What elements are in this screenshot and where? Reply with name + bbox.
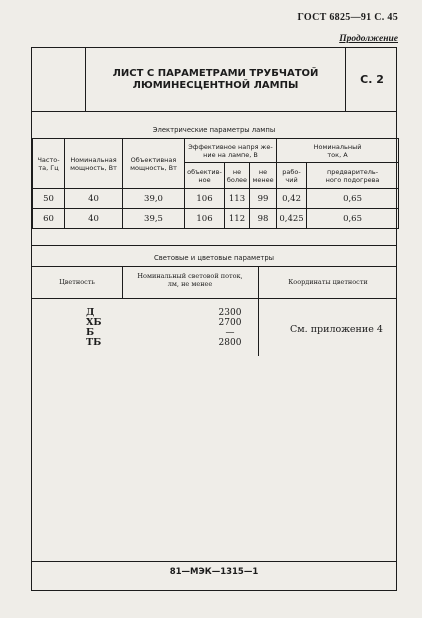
continuation-label: Продолжение — [339, 34, 398, 44]
cell-i-work: 0,425 — [277, 209, 307, 229]
col-coords: Координаты цветности — [288, 278, 368, 286]
sheet-title: ЛИСТ С ПАРАМЕТРАМИ ТРУБЧАТОЙ ЛЮМИНЕСЦЕНТНОЙ ЛАМПЫ — [112, 67, 319, 91]
cell-objective: 39,0 — [123, 189, 185, 209]
cell-frequency: 50 — [33, 189, 65, 209]
col-voltage-min: не менее — [250, 163, 277, 189]
col-nominal-power: Номинальная мощность, Вт — [65, 139, 123, 189]
col-voltage-objective: объектив- ное — [185, 163, 225, 189]
col-current-working: рабо- чий — [277, 163, 307, 189]
cell-v-min: 98 — [250, 209, 277, 229]
see-appendix: См. приложение 4 — [290, 324, 383, 335]
cell-i-pre: 0,65 — [307, 189, 399, 209]
table-row — [33, 189, 399, 209]
divider — [32, 561, 396, 562]
electrical-caption: Электрические параметры лампы — [152, 126, 276, 134]
divider — [32, 298, 396, 299]
title-block — [32, 48, 396, 112]
flux-value-list: 2300 2700 — 2800 — [218, 308, 242, 348]
col-voltage: Эффективное напря же- ние на лампе, В — [185, 139, 277, 163]
col-voltage-max: не более — [225, 163, 250, 189]
document-footer: 81—МЭК—1315—1 — [169, 567, 259, 577]
title-left-cell — [32, 48, 86, 111]
col-color: Цветность — [59, 278, 95, 286]
col-flux: Номинальный световой поток, лм, не менее — [137, 272, 243, 288]
title-cell — [86, 48, 346, 111]
cell-nominal: 40 — [65, 189, 123, 209]
lamp-color-list: Д ХБ Б ТБ — [86, 307, 102, 348]
light-caption: Световые и цветовые параметры — [153, 254, 275, 262]
cell-frequency: 60 — [33, 209, 65, 229]
cell-v-max: 112 — [225, 209, 250, 229]
divider — [32, 245, 396, 246]
electrical-table — [32, 138, 399, 229]
document-frame — [31, 47, 397, 591]
cell-v-obj: 106 — [185, 189, 225, 209]
cell-nominal: 40 — [65, 209, 123, 229]
col-frequency: Часто- та, Гц — [33, 139, 65, 189]
cell-i-pre: 0,65 — [307, 209, 399, 229]
cell-objective: 39,5 — [123, 209, 185, 229]
cell-i-work: 0,42 — [277, 189, 307, 209]
divider — [32, 266, 396, 267]
col-objective-power: Объективная мощность, Вт — [123, 139, 185, 189]
col-current-preheat: предваритель- ного подогрева — [307, 163, 399, 189]
sheet-number: С. 2 — [360, 73, 384, 86]
cell-v-max: 113 — [225, 189, 250, 209]
cell-v-obj: 106 — [185, 209, 225, 229]
col-current: Номинальный ток, А — [277, 139, 399, 163]
standard-header: ГОСТ 6825—91 С. 45 — [297, 12, 398, 23]
table-row — [33, 209, 399, 229]
cell-v-min: 99 — [250, 189, 277, 209]
